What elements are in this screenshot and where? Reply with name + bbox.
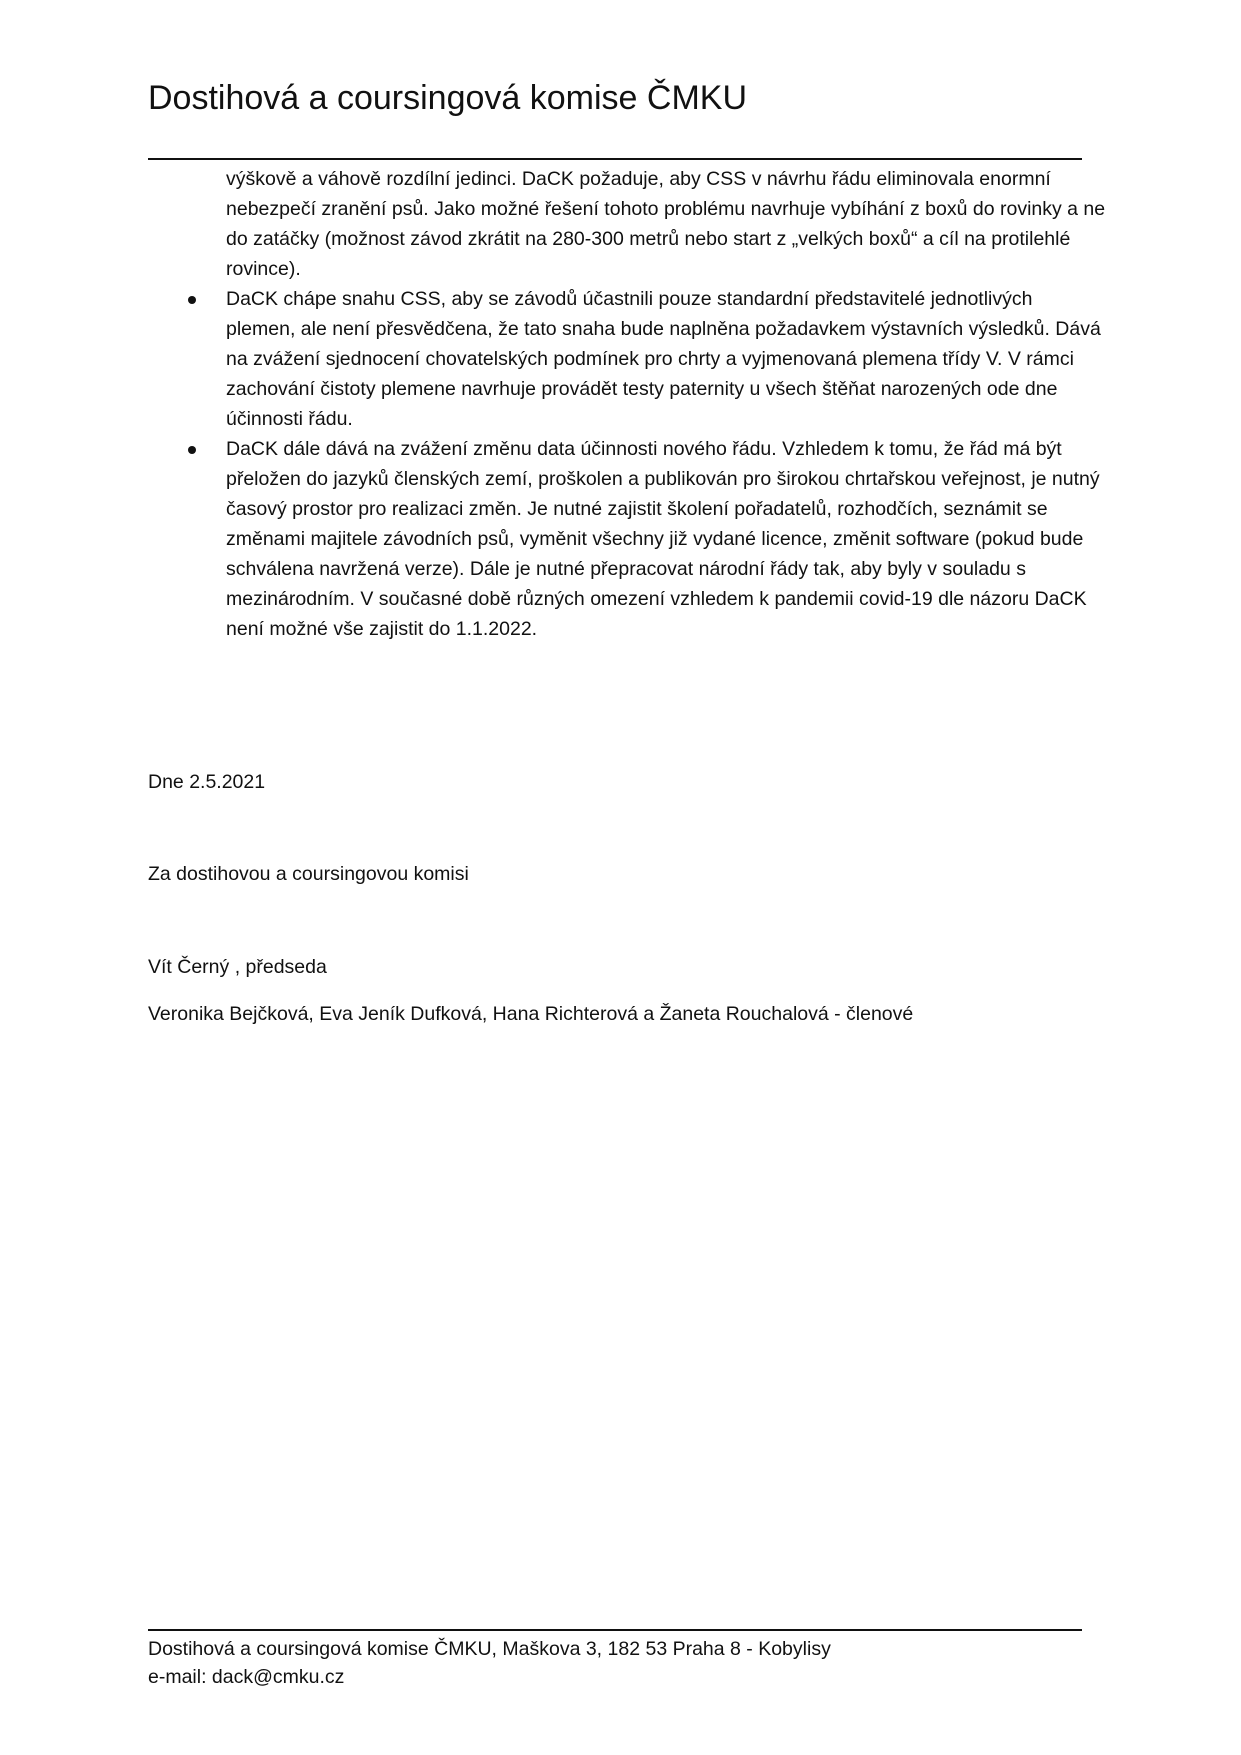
bullet-list (148, 284, 1108, 644)
continued-paragraph: výškově a váhově rozdílní jedinci. DaCK požaduje, aby CSS v návrhu řádu eliminovala enormní nebezpečí zranění psů. Jako možné řešení tohoto problému navrhuje vybíhání z boxů do rovinky a ne do zatáčky (možnost závod zkrátit na 280-300 metrů nebo start z „velkých boxů“ a cíl na protilehlé rovince). (226, 168, 1106, 280)
chair-line: Vít Černý , předseda (148, 956, 327, 978)
bullet-icon (188, 446, 196, 454)
footer-divider (148, 1629, 1082, 1631)
footer-address: Dostihová a coursingová komise ČMKU, Maškova 3, 182 53 Praha 8 - Kobylisy (148, 1638, 831, 1660)
list-item (226, 434, 1106, 644)
date-line: Dne 2.5.2021 (148, 771, 266, 793)
header-divider (148, 158, 1082, 160)
on-behalf-line: Za dostihovou a coursingovou komisi (148, 863, 469, 885)
list-item-text: DaCK chápe snahu CSS, aby se závodů účastnili pouze standardní představitelé jednotlivých plemen, ale není přesvědčena, že tato snaha bude naplněna požadavkem výstavních výsledků. Dává na zvážení sjednocení chovatelských podmínek pro chrty a vyjmenovaná plemena třídy V. V rámci zachování čistoty plemene navrhuje provádět testy paternity u všech štěňat narozených ode dne účinnosti řádu. (226, 288, 1101, 430)
members-line: Veronika Bejčková, Eva Jeník Dufková, Hana Richterová a Žaneta Rouchalová - členové (148, 1003, 914, 1025)
footer-email: e-mail: dack@cmku.cz (148, 1666, 345, 1688)
list-item-text: DaCK dále dává na zvážení změnu data účinnosti nového řádu. Vzhledem k tomu, že řád má být přeložen do jazyků členských zemí, proškolen a publikován pro širokou chrtařskou veřejnost, je nutný časový prostor pro realizaci změn. Je nutné zajistit školení pořadatelů, rozhodčích, seznámit se změnami majitele závodních psů, vyměnit všechny již vydané licence, změnit software (pokud bude schválena navržená verze). Dále je nutné přepracovat národní řády tak, aby byly v souladu s mezinárodním. V současné době různých omezení vzhledem k pandemii covid-19 dle názoru DaCK není možné vše zajistit do 1.1.2022. (226, 438, 1100, 640)
page-title: Dostihová a coursingová komise ČMKU (148, 79, 748, 117)
footer (148, 1635, 831, 1691)
bullet-icon (188, 296, 196, 304)
list-item (226, 284, 1106, 434)
document-body (148, 164, 1108, 644)
